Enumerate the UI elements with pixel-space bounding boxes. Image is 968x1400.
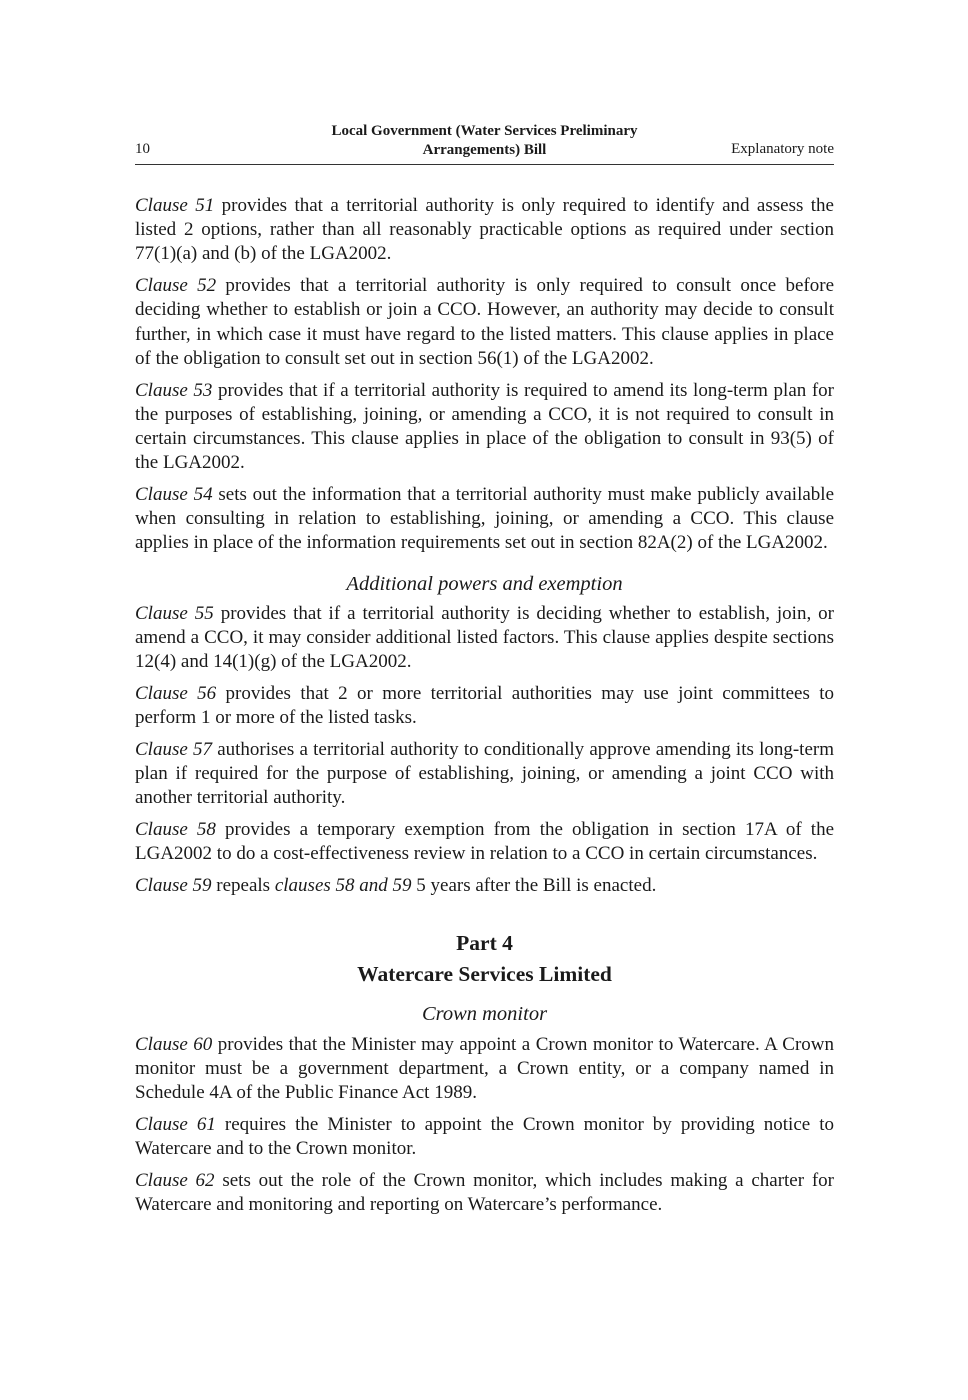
clause-text: provides that 2 or more territorial authorities may use joint committees to perform 1 or more of the listed tasks. [135, 683, 835, 729]
clause-ref: Clause 57 [135, 739, 212, 761]
page-number: 10 [135, 141, 150, 157]
clause-paragraph [135, 274, 834, 371]
clause-ref-inline: clauses 58 and 59 [274, 875, 412, 897]
clause-ref: Clause 60 [135, 1033, 213, 1055]
running-header [135, 120, 834, 165]
bill-title [135, 122, 834, 160]
clause-ref: Clause 61 [135, 1113, 216, 1135]
clause-paragraph [135, 818, 834, 866]
section-label: Explanatory note [731, 141, 834, 157]
clause-ref: Clause 51 [135, 195, 215, 216]
clause-text: provides that a territorial authority is only required to identify and assess the listed 2 options, rather than all reasonably practicable options as required under section 77(1)(a) and (b) of the LGA2002. [135, 195, 834, 265]
clause-paragraph [135, 602, 834, 675]
clause-text: provides that if a territorial authority is deciding whether to establish, join, or amend a CCO, it may consider additional listed factors. This clause applies despite sections 12(4) and 14(1)(g) of the LGA2002. [135, 602, 835, 673]
part-title: Watercare Services Limited [357, 962, 612, 987]
clause-paragraph [135, 194, 834, 267]
clause-text: provides that if a territorial authority is required to amend its long-term plan for the purposes of establishing, joining, or amending a CCO, it is not required to consult in certain circumstances. This clause applies in place of the obligation to consult in 93(5) of the LGA2002. [135, 379, 834, 474]
bill-title-line-1: Local Government (Water Services Preliminary [331, 123, 638, 139]
clause-ref: Clause 52 [135, 275, 217, 297]
clause-ref: Clause 53 [135, 379, 213, 401]
bill-title-line-2: Arrangements) Bill [422, 142, 547, 158]
clause-text: provides that a territorial authority is only required to consult once before deciding whether to establish or join a CCO. However, an authority may decide to consult further, in which case it must have regard to the listed matters. This clause applies in place of the obligation to consult set out in section 56(1) of the LGA2002. [135, 275, 835, 369]
clause-paragraph [135, 1169, 834, 1217]
clause-paragraph [135, 1033, 834, 1106]
clause-paragraph [135, 874, 834, 898]
clause-ref: Clause 58 [135, 819, 216, 841]
clause-paragraph [135, 738, 834, 811]
clause-ref: Clause 59 [135, 875, 212, 897]
clause-ref: Clause 62 [135, 1169, 215, 1191]
clause-text: sets out the information that a territorial authority must make publicly available when consulting in relation to establishing, joining, or amending a CCO. This clause applies in place of the information requirements set out in section 82A(2) of the LGA2002. [135, 484, 835, 554]
document-body [135, 194, 834, 1217]
clause-paragraph [135, 1113, 834, 1161]
clause-paragraph [135, 682, 834, 730]
clause-text: requires the Minister to appoint the Crown monitor by providing notice to Watercare and to the Crown monitor. [135, 1113, 835, 1160]
part-number: Part 4 [456, 931, 513, 956]
clause-ref: Clause 56 [135, 683, 217, 705]
clause-ref: Clause 55 [135, 602, 214, 624]
clause-text: sets out the role of the Crown monitor, which includes making a charter for Watercare and monitoring and reporting on Watercare’s performance. [135, 1169, 834, 1216]
clause-text: 5 years after the Bill is enacted. [411, 875, 657, 897]
clause-text: authorises a territorial authority to conditionally approve amending its long-term plan if required for the purpose of establishing, joining, or amending a joint CCO with another territorial authority. [135, 739, 835, 809]
clause-ref: Clause 54 [135, 484, 213, 506]
clause-paragraph [135, 483, 834, 556]
clause-paragraph [135, 379, 834, 476]
subheading-additional-powers: Additional powers and exemption [346, 572, 623, 595]
document-page [135, 120, 834, 1225]
subheading-crown-monitor: Crown monitor [421, 1003, 548, 1026]
clause-text: provides a temporary exemption from the obligation in section 17A of the LGA2002 to do a cost-effectiveness review in relation to a CCO in certain circumstances. [135, 819, 834, 865]
clause-text: provides that the Minister may appoint a Crown monitor to Watercare. A Crown monitor must be a government department, a Crown entity, or a company named in Schedule 4A of the Public Finance Act 1989. [135, 1033, 834, 1104]
clause-text: repeals [211, 875, 275, 897]
part-heading [135, 928, 834, 990]
